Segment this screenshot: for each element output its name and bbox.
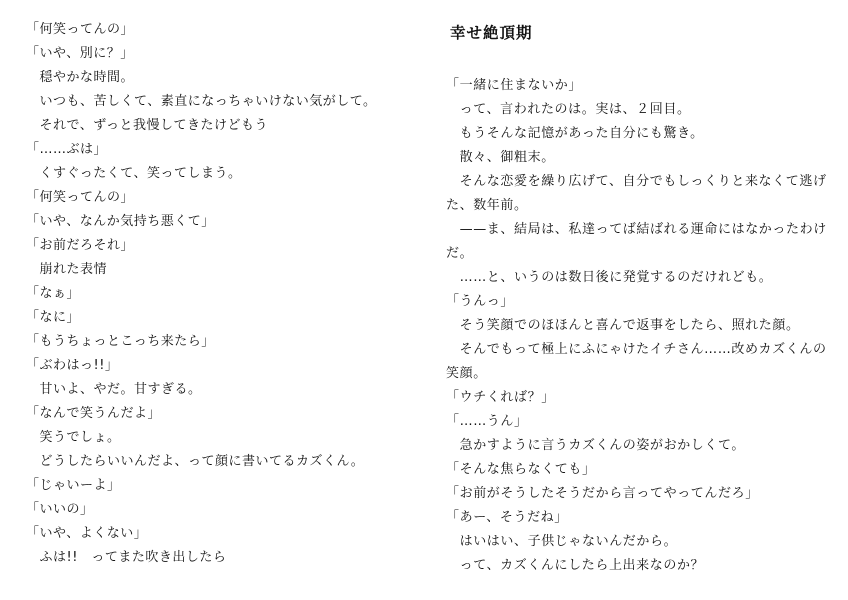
text-line: 「いや、なんか気持ち悪くて」 xyxy=(26,214,215,229)
text-line: 「なんで笑うんだよ」 xyxy=(26,406,162,421)
text-line: た、数年前。 xyxy=(446,198,528,213)
text-line: 「いいの」 xyxy=(26,502,94,517)
text-line: 甘いよ、やだ。甘すぎる。 xyxy=(26,382,202,397)
text-line: ——ま、結局は、私達ってば結ばれる運命にはなかったわけ xyxy=(446,222,827,237)
text-line: 「お前がそうしたそうだから言ってやってんだろ」 xyxy=(446,486,759,501)
text-line: そんでもって極上にふにゃけたイチさん……改めカズくんの xyxy=(446,342,827,357)
text-line: それで、ずっと我慢してきたけどもう xyxy=(26,118,268,133)
text-line: 「何笑ってんの」 xyxy=(26,22,135,37)
text-line: 「じゃいーよ」 xyxy=(26,478,121,493)
text-line: 「ウチくれば？」 xyxy=(446,390,555,405)
left-text-block xyxy=(26,18,424,570)
chapter-title: 幸せ絶頂期 xyxy=(450,24,533,42)
text-line: ……と、いうのは数日後に発覚するのだけれども。 xyxy=(446,270,773,285)
text-line: くすぐったくて、笑ってしまう。 xyxy=(26,166,242,181)
text-line: 「……うん」 xyxy=(446,414,528,429)
text-line: 「一緒に住まないか」 xyxy=(446,78,583,93)
text-line: 急かすように言うカズくんの姿がおかしくて。 xyxy=(446,438,745,453)
text-line: そう笑顔でのほほんと喜んで返事をしたら、照れた顔。 xyxy=(446,318,800,333)
text-line: そんな恋愛を繰り広げて、自分でもしっくりと来なくて逃げ xyxy=(446,174,827,189)
text-line: いつも、苦しくて、素直になっちゃいけない気がして。 xyxy=(26,94,377,109)
text-line: ふは!! ってまた吹き出したら xyxy=(26,550,227,565)
text-line: 散々、御粗末。 xyxy=(446,150,555,165)
right-text-block xyxy=(446,74,848,578)
text-line: 「もうちょっとこっち来たら」 xyxy=(26,334,215,349)
text-line: 「お前だろそれ」 xyxy=(26,238,135,253)
text-line: 笑うでしょ。 xyxy=(26,430,121,445)
text-line: 「いや、よくない」 xyxy=(26,526,148,541)
text-line: はいはい、子供じゃないんだから。 xyxy=(446,534,678,549)
text-line: 「……ぶは」 xyxy=(26,142,108,157)
text-line: 笑顔。 xyxy=(446,366,487,381)
text-line: もうそんな記憶があった自分にも驚き。 xyxy=(446,126,704,141)
text-line: だ。 xyxy=(446,246,474,261)
right-page xyxy=(424,0,848,600)
text-line: 「いや、別に？」 xyxy=(26,46,134,61)
text-line: って、カズくんにしたら上出来なのか？ xyxy=(446,558,705,573)
text-line: 「ぶわはっ!!」 xyxy=(26,358,119,373)
text-line: 崩れた表情 xyxy=(26,262,108,277)
text-line: 「うんっ」 xyxy=(446,294,515,309)
text-line: 「あー、そうだね」 xyxy=(446,510,568,525)
text-line: って、言われたのは。実は、２回目。 xyxy=(446,102,691,117)
text-line: どうしたらいいんだよ、って顔に書いてるカズくん。 xyxy=(26,454,365,469)
text-line: 「何笑ってんの」 xyxy=(26,190,135,205)
text-line: 「なに」 xyxy=(26,310,81,325)
text-line: 「なぁ」 xyxy=(26,286,81,301)
text-line: 穏やかな時間。 xyxy=(26,70,135,85)
text-line: 「そんな焦らなくても」 xyxy=(446,462,596,477)
